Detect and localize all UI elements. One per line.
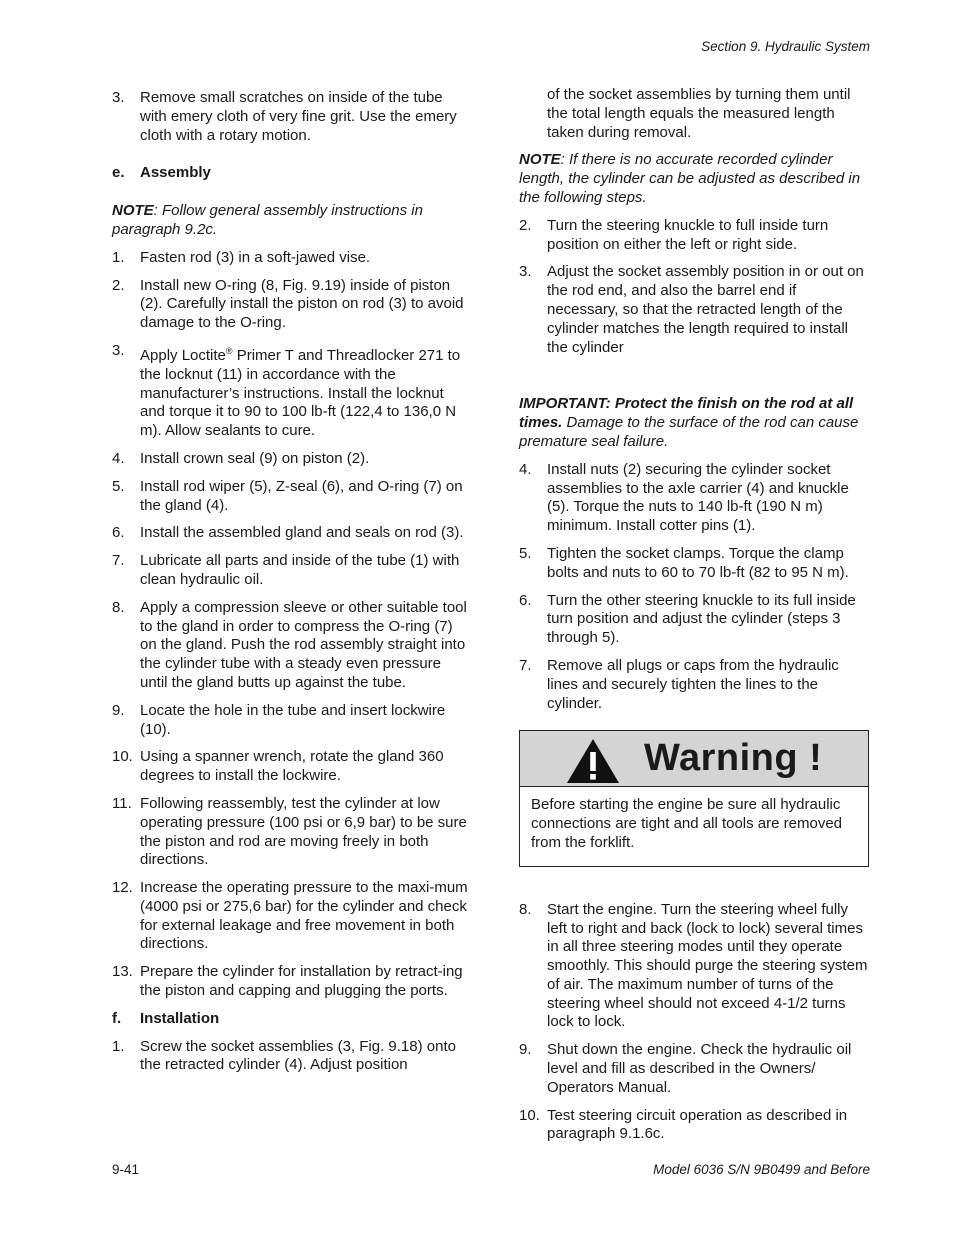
item-text: Fasten rod (3) in a soft-jawed vise. — [140, 248, 371, 266]
item-text: Install the assembled gland and seals on rod (3). — [140, 524, 464, 542]
list-item — [112, 524, 470, 543]
subsection-heading-installation — [112, 1010, 470, 1029]
item-number: 5. — [112, 477, 125, 495]
item-text — [140, 342, 470, 441]
list-item — [112, 702, 470, 740]
item-text: Locate the hole in the tube and insert lockwire (10). — [140, 701, 446, 738]
item-text: Adjust the socket assembly position in or out on the rod end, and also the barrel end if necessary, so that the retracted length of the cylinder matches the length required to install the cylinder — [547, 263, 864, 356]
left-column — [112, 89, 470, 1084]
item-text: Install crown seal (9) on piston (2). — [140, 449, 370, 467]
list-item — [112, 249, 470, 268]
item-text: Using a spanner wrench, rotate the gland 360 degrees to install the lockwire. — [140, 748, 444, 785]
list-item — [112, 450, 470, 469]
continued-text: of the socket assemblies by turning them until the total length equals the measured length taken during removal. — [547, 86, 851, 141]
note-text: : If there is no accurate recorded cylinder length, the cylinder can be adjusted as described in the following steps. — [519, 151, 861, 206]
list-item — [112, 342, 470, 441]
page-number: 9-41 — [112, 1162, 140, 1177]
list-item — [112, 478, 470, 516]
registered-mark: ® — [225, 345, 233, 356]
item-number: 8. — [519, 900, 532, 918]
item-number: 10. — [519, 1106, 540, 1124]
subsection-title: Assembly — [140, 164, 211, 182]
item-text: Apply a compression sleeve or other suitable tool to the gland in order to compress the O-ring (7) on the gland. Push the rod assembly straight into the cylinder tube with a steady even pressure until the gland butts up against the tube. — [140, 598, 467, 691]
item-number: 3. — [112, 89, 125, 106]
list-item — [112, 277, 470, 333]
item-text: Install new O-ring (8, Fig. 9.19) inside of piston (2). Carefully install the piston on rod (3) to avoid damage to the O-ring. — [140, 276, 464, 332]
warning-header — [520, 731, 868, 787]
item-number: 3. — [519, 263, 532, 281]
item-text: Following reassembly, test the cylinder at low operating pressure (100 psi or 6,9 bar) to be sure the piston and rod are moving freely in both directions. — [140, 794, 467, 869]
list-item — [112, 963, 470, 1001]
item-text: Shut down the engine. Check the hydraulic oil level and fill as described in the Owners/ Operators Manual. — [547, 1041, 852, 1096]
subsection-title: Installation — [140, 1009, 220, 1027]
item-number: 1. — [112, 248, 125, 266]
list-item — [519, 657, 871, 713]
list-item — [112, 879, 470, 954]
right-column — [519, 86, 871, 1153]
subsection-heading-assembly — [112, 164, 470, 183]
subsection-letter: e. — [112, 164, 125, 182]
subsection-letter: f. — [112, 1009, 122, 1027]
item-text: Tighten the socket clamps. Torque the clamp bolts and nuts to 60 to 70 lb-ft (82 to 95 N m). — [547, 544, 849, 581]
item-number: 6. — [112, 524, 125, 542]
item-number: 4. — [112, 449, 125, 467]
item-number: 3. — [112, 341, 125, 359]
list-item — [519, 1041, 871, 1097]
item-number: 8. — [112, 598, 125, 616]
item-number: 7. — [112, 552, 125, 570]
item-number: 2. — [112, 276, 125, 294]
note-label: NOTE — [112, 202, 154, 220]
item-number: 9. — [112, 701, 125, 719]
item-text-part: Apply Loctite — [140, 346, 226, 364]
item-text: Remove small scratches on inside of the tube with emery cloth of very fine grit. Use the emery cloth with a rotary motion. — [140, 89, 457, 144]
item-text: Remove all plugs or caps from the hydraulic lines and securely tighten the lines to the cylinder. — [547, 656, 839, 712]
item-number: 4. — [519, 460, 532, 478]
list-item — [519, 1107, 871, 1145]
warning-text: Before starting the engine be sure all hydraulic connections are tight and all tools are removed from the forklift. — [531, 796, 843, 851]
important-label: IMPORTANT: Protect the finish on the rod at all times. — [519, 395, 854, 432]
list-item — [112, 552, 470, 590]
item-number: 10. — [112, 748, 133, 766]
note-label: NOTE — [519, 151, 561, 169]
item-number: 13. — [112, 963, 133, 981]
item-number: 9. — [519, 1041, 532, 1059]
important-notice — [519, 395, 871, 451]
assembly-note — [112, 202, 470, 240]
model-footer: Model 6036 S/N 9B0499 and Before — [653, 1162, 870, 1177]
length-note — [519, 151, 871, 207]
note-text: : Follow general assembly instructions in paragraph 9.2c. — [112, 202, 423, 238]
item-number: 11. — [112, 794, 132, 812]
list-item — [112, 1038, 470, 1076]
item-text: Install rod wiper (5), Z-seal (6), and O-ring (7) on the gland (4). — [140, 477, 463, 514]
item-number: 12. — [112, 879, 133, 897]
warning-box — [519, 730, 869, 866]
item-text: Start the engine. Turn the steering wheel fully left to right and back (lock to lock) several times in all three steering modes until they operate smoothly. This should purge the steering system of air. The maximum number of turns of the steering wheel should not exceed 4-1/2 turns lock to lock. — [547, 900, 868, 1031]
item-text-part: Primer T and Threadlocker 271 to the locknut (11) in accordance with the manufacturer’s instructions. Install the locknut and torque it to 90 to 100 lb-ft (122,4 to 136,0 N m). Allow sealants to cure. — [140, 346, 461, 440]
item-number: 7. — [519, 656, 532, 674]
item-text: Turn the steering knuckle to full inside turn position on either the left or right side. — [547, 216, 829, 253]
list-item — [519, 263, 871, 357]
page-header: Section 9. Hydraulic System — [701, 39, 870, 54]
item-text: Install nuts (2) securing the cylinder socket assemblies to the axle carrier (4) and knuckle (5). Torque the nuts to 140 lb-ft (190 N m) minimum. Install cotter pins (1). — [547, 460, 849, 535]
item-text: Increase the operating pressure to the maxi-mum (4000 psi or 275,6 bar) for the cylinder and check for external leakage and free movement in both directions. — [140, 879, 468, 953]
list-item — [112, 748, 470, 786]
item-number: 1. — [112, 1037, 125, 1055]
item-text: Lubricate all parts and inside of the tube (1) with clean hydraulic oil. — [140, 552, 460, 588]
list-item — [112, 795, 470, 870]
item-text: Prepare the cylinder for installation by retract-ing the piston and capping and plugging the ports. — [140, 963, 463, 1000]
important-text: Damage to the surface of the rod can cause premature seal failure. — [519, 414, 859, 450]
warning-triangle-icon — [566, 738, 620, 784]
list-item — [519, 217, 871, 255]
list-item — [519, 461, 871, 536]
list-item — [519, 592, 871, 648]
list-item — [112, 599, 470, 693]
item-number: 5. — [519, 544, 532, 562]
item-text: Turn the other steering knuckle to its full inside turn position and adjust the cylinder (steps 3 through 5). — [547, 591, 856, 647]
list-item — [519, 901, 871, 1033]
item-number: 2. — [519, 216, 532, 234]
item-text: Screw the socket assemblies (3, Fig. 9.18) onto the retracted cylinder (4). Adjust position — [140, 1037, 456, 1074]
warning-title: Warning ! — [644, 737, 823, 780]
item-number: 6. — [519, 591, 532, 609]
list-item — [519, 545, 871, 583]
list-item — [112, 89, 470, 145]
item-text: Test steering circuit operation as described in paragraph 9.1.6c. — [547, 1106, 848, 1143]
